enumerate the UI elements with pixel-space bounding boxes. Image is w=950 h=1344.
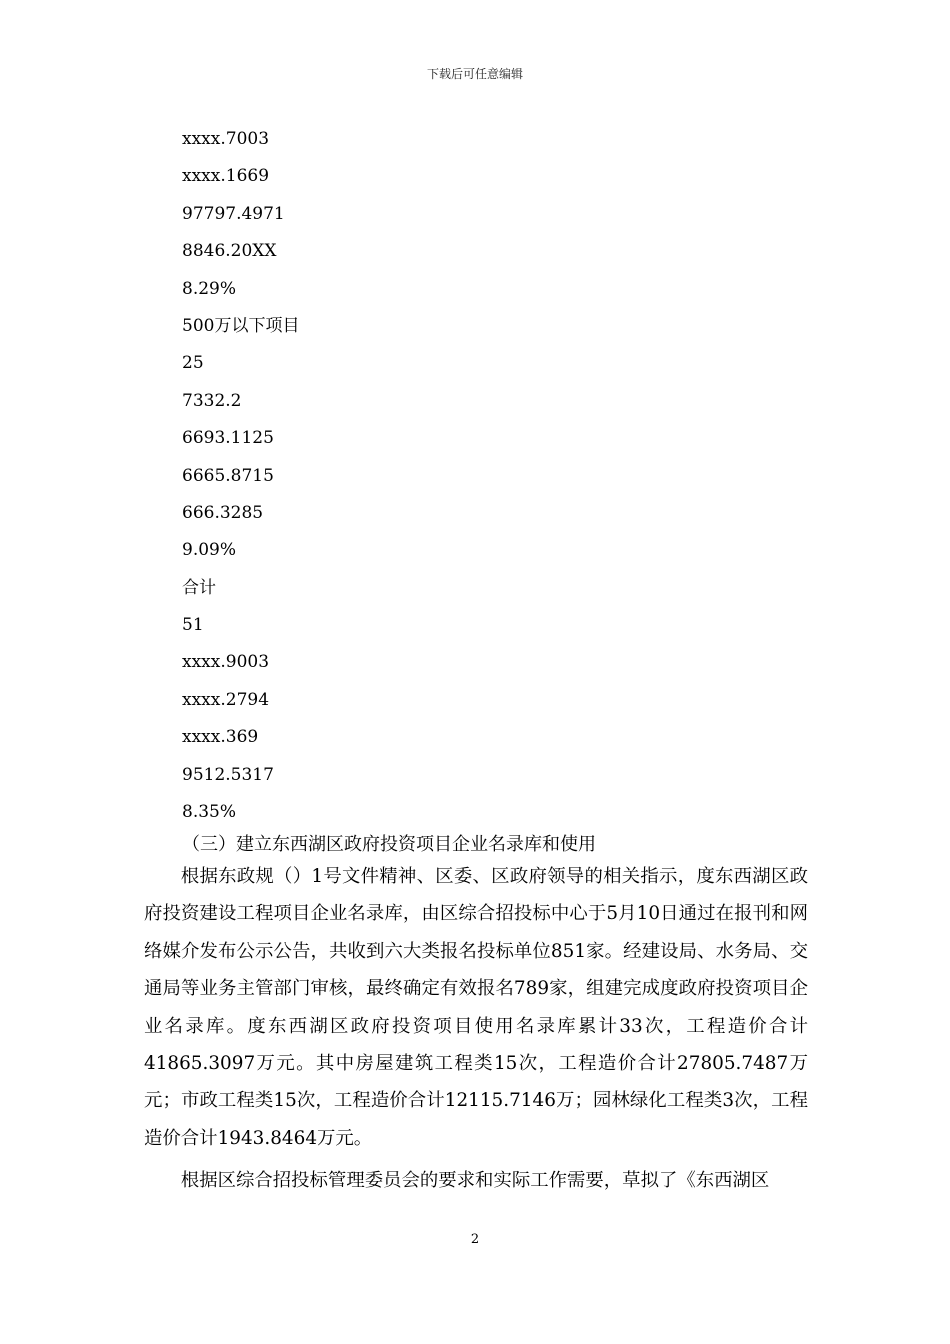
list-line: 666.3285 <box>182 502 264 523</box>
list-line: 8.29% <box>182 278 237 299</box>
section-heading: （三）建立东西湖区政府投资项目企业名录库和使用 <box>182 834 596 855</box>
list-line: 8.35% <box>182 802 237 823</box>
list-line: 97797.4971 <box>182 203 285 224</box>
list-line: xxxx.9003 <box>182 652 270 673</box>
list-line: 51 <box>182 615 204 636</box>
list-line: 8846.20XX <box>182 241 277 262</box>
list-line: xxxx.1669 <box>182 166 270 187</box>
list-line: xxxx.2794 <box>182 689 270 710</box>
list-line: xxxx.369 <box>182 727 259 748</box>
list-line: 6665.8715 <box>182 465 274 486</box>
body-paragraph: 根据东政规（）1号文件精神、区委、区政府领导的相关指示，度东西湖区政府投资建设工程项目企业名录库，由区综合招投标中心于5月10日通过在报刊和网络媒介发布公示公告，共收到六大类报名投标单位851家。经建设局、水务局、交通局等业务主管部门审核，最终确定有效报名789家，组建完成度政府投资项目企业名录库。度东西湖区政府投资项目使用名录库累计33次，工程造价合计41865.3097万元。其中房屋建筑工程类15次，工程造价合计27805.7487万元；市政工程类15次，工程造价合计12115.7146万；园林绿化工程类3次，工程造价合计1943.8464万元。 <box>144 866 808 1149</box>
list-line: 6693.1125 <box>182 428 274 449</box>
value-list <box>182 124 299 834</box>
list-line: 9.09% <box>182 540 237 561</box>
list-line: 9512.5317 <box>182 764 274 785</box>
page-header: 下载后可任意编辑 <box>426 67 523 81</box>
list-line: 500万以下项目 <box>182 315 300 336</box>
list-line: xxxx.7003 <box>182 129 270 149</box>
list-line: 合计 <box>182 577 216 598</box>
list-line: 25 <box>182 353 204 374</box>
body-paragraph: 根据区综合招投标管理委员会的要求和实际工作需要，草拟了《东西湖区 <box>180 1170 770 1191</box>
page-number: 2 <box>470 1232 480 1247</box>
list-line: 7332.2 <box>182 390 242 411</box>
